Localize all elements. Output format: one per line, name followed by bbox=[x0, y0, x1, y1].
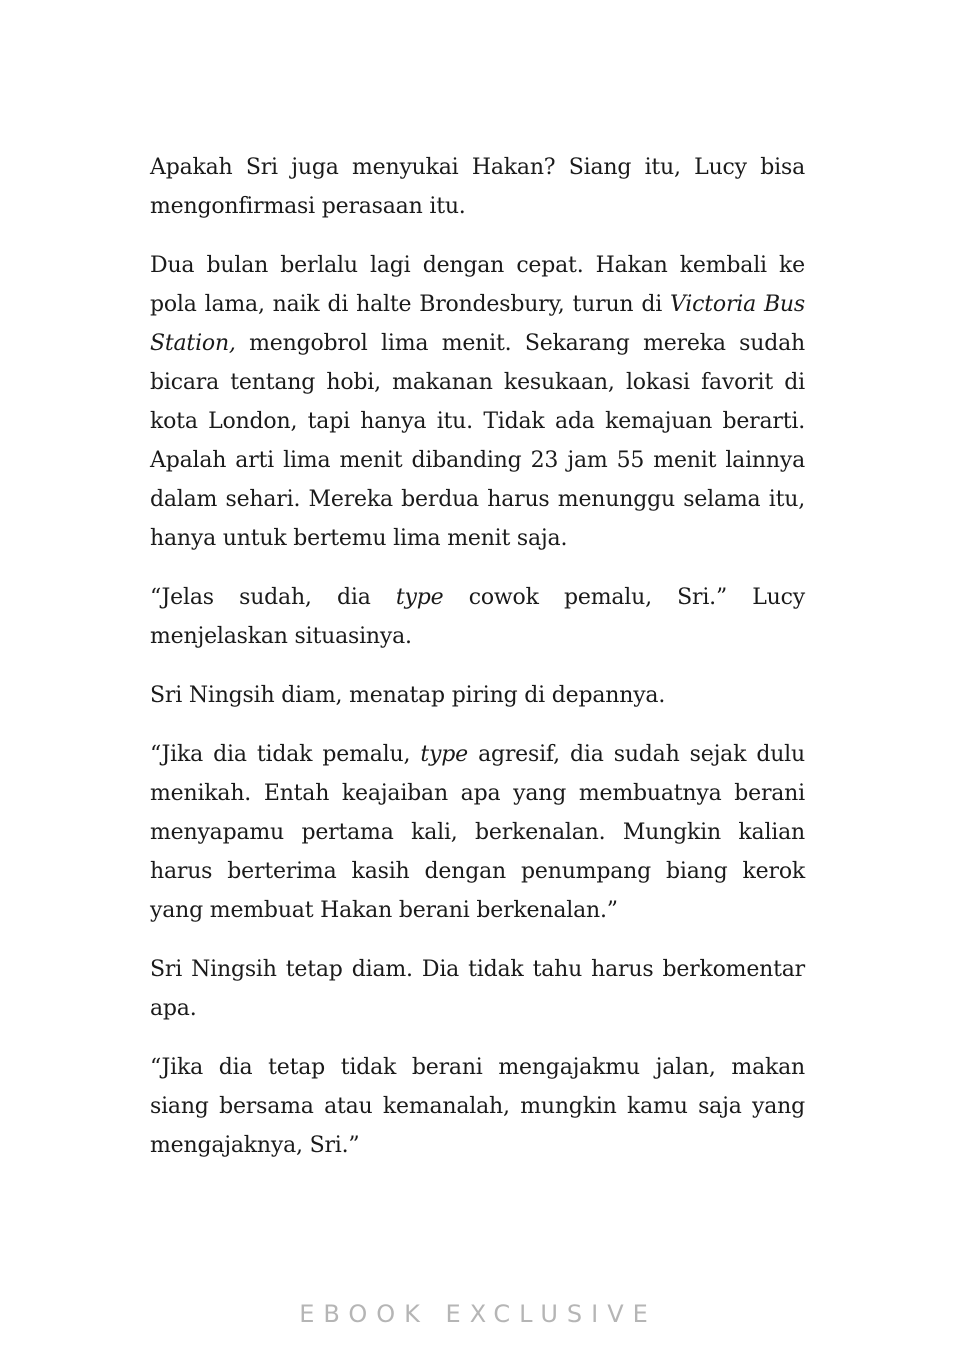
paragraph-text: Apakah Sri juga menyukai Hakan? Siang itu, Lucy bisa mengonfirmasi perasaan itu. bbox=[150, 155, 805, 219]
body-paragraph bbox=[150, 148, 805, 226]
paragraph-text: mengobrol lima menit. Sekarang mereka sudah bicara tentang hobi, makanan kesukaan, lokasi favorit di kota London, tapi hanya itu. Tidak ada kemajuan berarti. Apalah arti lima menit dibanding 23 jam 55 menit lainnya dalam sehari. Mereka berdua harus menunggu selama itu, hanya untuk bertemu lima menit saja. bbox=[150, 331, 805, 551]
italic-text: type bbox=[420, 742, 468, 767]
body-paragraph bbox=[150, 1048, 805, 1165]
paragraph-text: cowok pemalu, Sri.” Lucy menjelaskan situasinya. bbox=[150, 585, 806, 649]
body-paragraph bbox=[150, 676, 805, 715]
body-paragraph bbox=[150, 578, 805, 656]
paragraph-text: Sri Ningsih diam, menatap piring di depannya. bbox=[150, 683, 666, 708]
paragraph-text: Sri Ningsih tetap diam. Dia tidak tahu harus berkomentar apa. bbox=[150, 957, 805, 1021]
paragraph-text: “Jika dia tidak pemalu, bbox=[150, 742, 421, 767]
body-paragraph bbox=[150, 950, 805, 1028]
footer-watermark: EBOOK EXCLUSIVE bbox=[299, 1300, 657, 1328]
body-paragraph bbox=[150, 735, 805, 930]
italic-text: Victoria Bus Station, bbox=[150, 292, 805, 356]
paragraph-text: Dua bulan berlalu lagi dengan cepat. Hakan kembali ke pola lama, naik di halte Brondesbury, turun di bbox=[150, 253, 805, 317]
paragraph-text: agresif, dia sudah sejak dulu menikah. Entah keajaiban apa yang membuatnya berani menyapamu pertama kali, berkenalan. Mungkin kalian harus berterima kasih dengan penumpang biang kerok yang membuat Hakan berani berkenalan.” bbox=[150, 742, 805, 923]
page-body bbox=[150, 148, 805, 1185]
body-paragraph bbox=[150, 246, 805, 558]
italic-text: type bbox=[395, 585, 444, 610]
paragraph-text: “Jika dia tetap tidak berani mengajakmu jalan, makan siang bersama atau kemanalah, mungkin kamu saja yang mengajaknya, Sri.” bbox=[150, 1055, 805, 1158]
paragraph-text: “Jelas sudah, dia bbox=[150, 585, 396, 610]
